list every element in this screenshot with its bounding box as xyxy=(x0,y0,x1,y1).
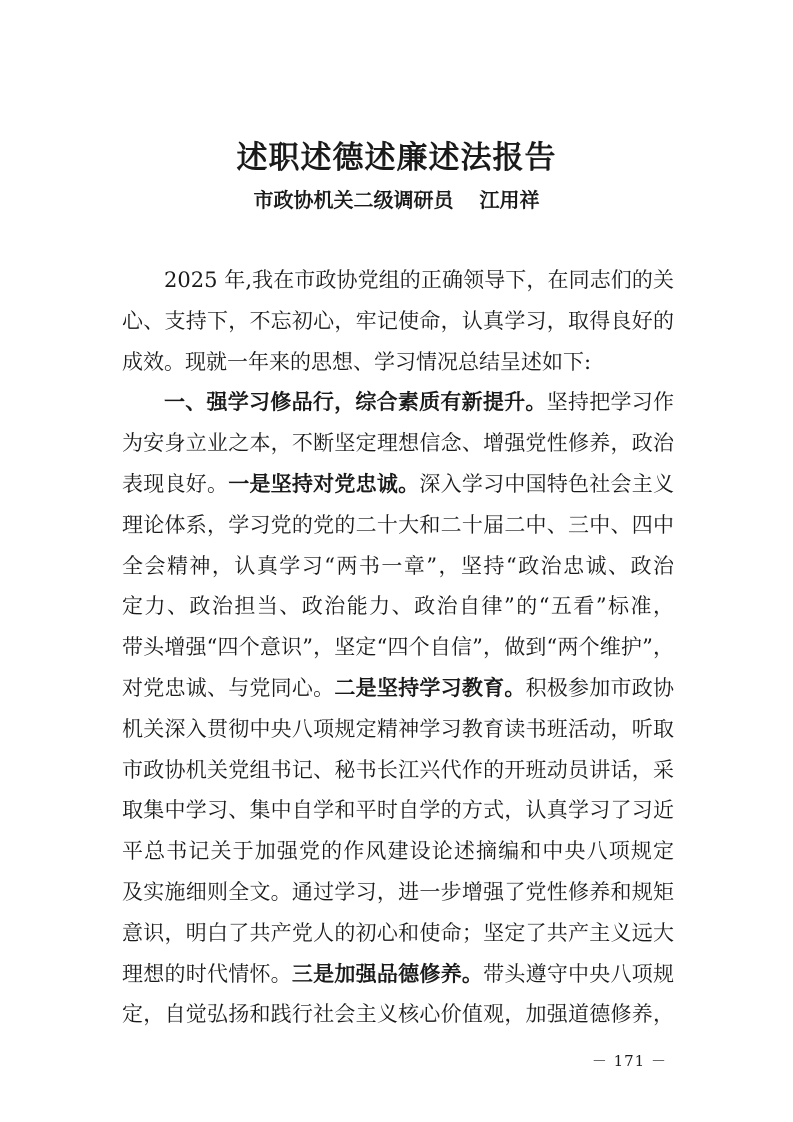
text-segment: 定，自觉弘扬和践行社会主义核心价值观，加强道德修养， xyxy=(122,1002,674,1027)
text-line xyxy=(122,750,674,791)
text-line xyxy=(122,994,674,1035)
text-segment: 带头遵守中央八项规 xyxy=(483,961,674,986)
text-segment: 2025 年,我在市政协党组的正确领导下，在同志们的关 xyxy=(164,268,674,292)
text-line xyxy=(122,342,674,383)
text-line xyxy=(122,709,674,750)
text-line xyxy=(122,260,674,301)
text-segment: 全会精神，认真学习“两书一章”，坚持“政治忠诚、政治 xyxy=(122,553,674,578)
text-segment: 带头增强“四个意识”，坚定“四个自信”，做到“两个维护”， xyxy=(122,635,674,660)
bold-text-segment: 一是坚持对党忠诚。 xyxy=(228,470,420,496)
page-number: － 171 － xyxy=(591,1052,667,1070)
text-line xyxy=(122,586,674,627)
author-organization: 市政协机关二级调研员 xyxy=(253,188,454,212)
text-line xyxy=(122,913,674,954)
text-segment: 表现良好。 xyxy=(122,471,229,496)
text-segment: 理论体系，学习党的党的二十大和二十届二中、三中、四中 xyxy=(122,512,674,537)
document-subtitle xyxy=(0,184,793,216)
text-line xyxy=(122,954,674,995)
text-line xyxy=(122,627,674,668)
text-line xyxy=(122,831,674,872)
document-title: 述职述德述廉述法报告 xyxy=(236,140,557,176)
bold-text-segment: 一、强学习修品行，综合素质有新提升。 xyxy=(164,389,547,415)
author-name: 江用祥 xyxy=(479,188,540,212)
text-line xyxy=(122,546,674,587)
text-segment: 坚持把学习作 xyxy=(546,390,674,415)
text-segment: 为安身立业之本，不断坚定理想信念、增强党性修养，政治 xyxy=(122,431,674,456)
text-segment: 积极参加市政协 xyxy=(525,675,674,700)
text-segment: 定力、政治担当、政治能力、政治自律”的“五看”标准， xyxy=(122,594,674,619)
text-segment: 对党忠诚、与党同心。 xyxy=(122,675,335,700)
text-line xyxy=(122,423,674,464)
text-line xyxy=(122,301,674,342)
text-segment: 深入学习中国特色社会主义 xyxy=(419,471,674,496)
bold-text-segment: 二是坚持学习教育。 xyxy=(334,674,526,700)
text-segment: 意识，明白了共产党人的初心和使命；坚定了共产主义远大 xyxy=(122,920,674,945)
text-segment: 平总书记关于加强党的作风建设论述摘编和中央八项规定 xyxy=(122,839,674,864)
body-text xyxy=(122,260,674,1035)
text-line xyxy=(122,464,674,505)
text-segment: 心、支持下，不忘初心，牢记使命，认真学习，取得良好的 xyxy=(122,308,674,333)
text-segment: 理想的时代情怀。 xyxy=(122,961,292,986)
text-line xyxy=(122,382,674,423)
text-segment: 成效。现就一年来的思想、学习情况总结呈述如下: xyxy=(122,349,592,374)
text-line xyxy=(122,505,674,546)
bold-text-segment: 三是加强品德修养。 xyxy=(291,960,484,986)
text-segment: 及实施细则全文。通过学习，进一步增强了党性修养和规矩 xyxy=(122,879,674,904)
text-segment: 市政协机关党组书记、秘书长江兴代作的开班动员讲话，采 xyxy=(122,757,674,782)
text-line xyxy=(122,872,674,913)
text-line xyxy=(122,790,674,831)
text-line xyxy=(122,668,674,709)
text-segment: 机关深入贯彻中央八项规定精神学习教育读书班活动，听取 xyxy=(122,716,674,741)
text-segment: 取集中学习、集中自学和平时自学的方式，认真学习了习近 xyxy=(122,798,674,823)
